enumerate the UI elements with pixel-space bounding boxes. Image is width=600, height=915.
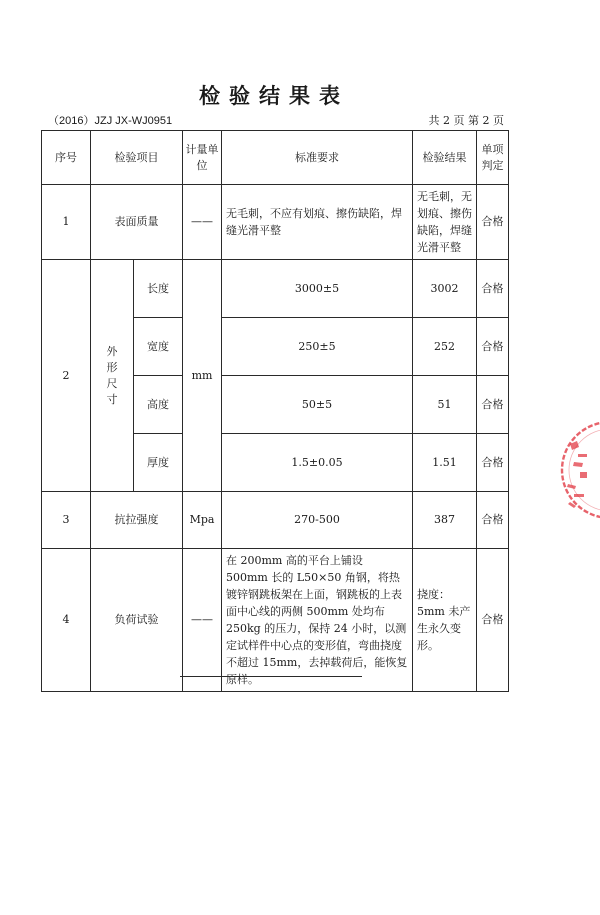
header-unit: 计量单位	[183, 131, 222, 185]
height-standard: 50±5	[222, 376, 413, 434]
header-standard: 标准要求	[222, 131, 413, 185]
official-seal-stamp	[552, 410, 600, 530]
width-result: 252	[413, 318, 477, 376]
surface-verdict: 合格	[477, 185, 509, 260]
dimensions-item-cell	[91, 260, 134, 492]
length-standard: 3000±5	[222, 260, 413, 318]
seal-icon	[552, 410, 600, 530]
surface-seq: 1	[42, 185, 91, 260]
table-row-length	[42, 260, 509, 318]
table-row-tensile	[42, 492, 509, 549]
dimensions-seq: 2	[42, 260, 91, 492]
table-row-load	[42, 549, 509, 692]
tensile-standard: 270-500	[222, 492, 413, 549]
table-row-surface	[42, 185, 509, 260]
width-verdict: 合格	[477, 318, 509, 376]
page-info: 共 2 页 第 2 页	[428, 114, 504, 127]
load-item: 负荷试验	[91, 549, 183, 692]
surface-item: 表面质量	[91, 185, 183, 260]
tensile-verdict: 合格	[477, 492, 509, 549]
sub-item-length: 长度	[134, 260, 183, 318]
length-verdict: 合格	[477, 260, 509, 318]
load-unit: ——	[183, 549, 222, 692]
report-title: 检验结果表	[199, 84, 349, 108]
tensile-unit: Mpa	[183, 492, 222, 549]
thickness-verdict: 合格	[477, 434, 509, 492]
header-item: 检验项目	[91, 131, 183, 185]
length-result: 3002	[413, 260, 477, 318]
surface-standard: 无毛刺，不应有划痕、擦伤缺陷，焊缝光滑平整	[222, 185, 413, 260]
thickness-result: 1.51	[413, 434, 477, 492]
load-seq: 4	[42, 549, 91, 692]
sub-item-height: 高度	[134, 376, 183, 434]
header-result: 检验结果	[413, 131, 477, 185]
height-verdict: 合格	[477, 376, 509, 434]
document-number: （2016）JZJ JX-WJ0951	[48, 115, 173, 127]
end-of-table-line	[180, 676, 362, 677]
load-standard: 在 200mm 高的平台上铺设 500mm 长的 L50×50 角钢，将热镀锌钢跳板架在上面，钢跳板的上表面中心线的两侧 500mm 处均布 250kg 的压力，保持 24 小时，以测定试样件中心点的变形值，弯曲挠度不超过 15mm，去掉载荷后，能恢复原样。	[222, 549, 413, 692]
load-result: 挠度：5mm 未产生永久变形。	[413, 549, 477, 692]
width-standard: 250±5	[222, 318, 413, 376]
thickness-standard: 1.5±0.05	[222, 434, 413, 492]
surface-unit: ——	[183, 185, 222, 260]
header-row	[42, 131, 509, 185]
tensile-item: 抗拉强度	[91, 492, 183, 549]
dimensions-unit: mm	[183, 260, 222, 492]
header-verdict: 单项判定	[477, 131, 509, 185]
surface-result: 无毛刺，无划痕、擦伤缺陷，焊缝光滑平整	[413, 185, 477, 260]
header-seq: 序号	[42, 131, 91, 185]
tensile-result: 387	[413, 492, 477, 549]
load-verdict: 合格	[477, 549, 509, 692]
sub-item-width: 宽度	[134, 318, 183, 376]
inspection-results-table	[41, 130, 509, 692]
sub-item-thickness: 厚度	[134, 434, 183, 492]
tensile-seq: 3	[42, 492, 91, 549]
height-result: 51	[413, 376, 477, 434]
dimensions-item: 外形尺寸	[106, 344, 118, 406]
